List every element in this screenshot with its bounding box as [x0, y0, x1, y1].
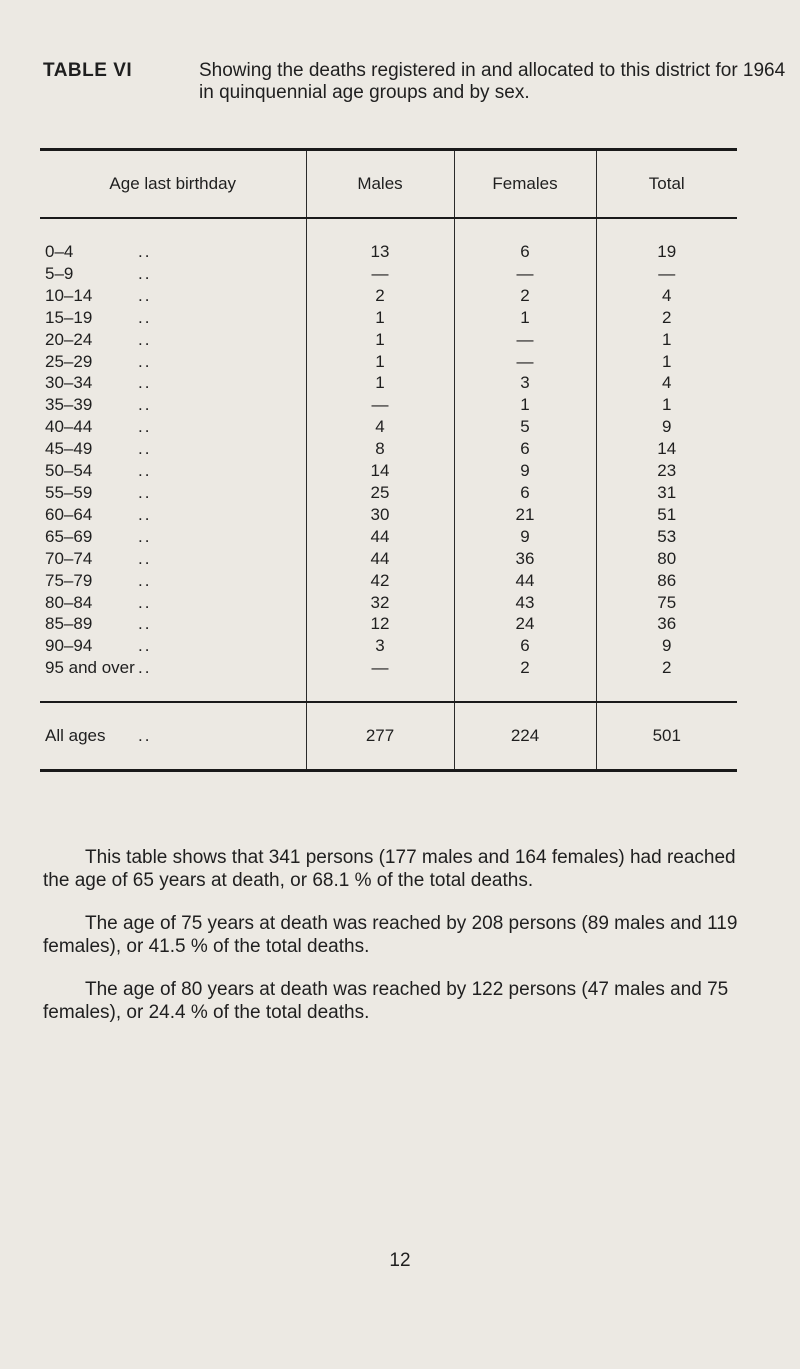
age-group-cell: [40, 416, 306, 438]
males-cell: 1: [306, 307, 454, 329]
leader-dots: ..: [138, 417, 152, 437]
header-females: Females: [454, 150, 596, 219]
total-cell: 2: [596, 657, 737, 702]
table-row: [40, 570, 737, 592]
header-total: Total: [596, 150, 737, 219]
total-row-label: [40, 702, 306, 771]
leader-dots: ..: [138, 439, 152, 459]
age-group-label: 5–9: [45, 263, 74, 283]
males-cell: 44: [306, 526, 454, 548]
leader-dots: ..: [138, 614, 152, 634]
table-row: [40, 416, 737, 438]
total-total: 501: [596, 702, 737, 771]
age-group-label: 90–94: [45, 636, 93, 656]
males-cell: —: [306, 657, 454, 702]
table-row: [40, 218, 737, 263]
age-group-label: 15–19: [45, 307, 93, 327]
age-group-cell: [40, 526, 306, 548]
total-cell: 53: [596, 526, 737, 548]
age-group-cell: [40, 460, 306, 482]
males-cell: 30: [306, 504, 454, 526]
males-cell: 1: [306, 329, 454, 351]
table-total-row: [40, 702, 737, 771]
header-age: Age last birthday: [40, 150, 306, 219]
age-group-label: 30–34: [45, 373, 93, 393]
age-group-cell: [40, 263, 306, 285]
age-group-cell: [40, 285, 306, 307]
females-cell: 5: [454, 416, 596, 438]
total-females: 224: [454, 702, 596, 771]
age-group-cell: [40, 504, 306, 526]
table-caption: Showing the deaths registered in and allocated to this district for 1964 in quinquennial age groups and by sex.: [199, 60, 786, 103]
females-cell: 3: [454, 372, 596, 394]
age-group-cell: [40, 613, 306, 635]
age-group-cell: [40, 657, 306, 702]
total-cell: 75: [596, 592, 737, 614]
males-cell: 14: [306, 460, 454, 482]
females-cell: 6: [454, 218, 596, 263]
age-group-cell: [40, 372, 306, 394]
total-cell: 19: [596, 218, 737, 263]
leader-dots: ..: [138, 482, 152, 502]
total-cell: 9: [596, 635, 737, 657]
males-cell: 4: [306, 416, 454, 438]
table-row: [40, 592, 737, 614]
females-cell: —: [454, 351, 596, 373]
note-paragraph: The age of 75 years at death was reached by 208 persons (89 males and 119 females), or 41.5 % of the total deaths.: [43, 913, 738, 957]
table-row: [40, 657, 737, 702]
females-cell: 9: [454, 460, 596, 482]
age-group-label: 75–79: [45, 570, 93, 590]
table-row: [40, 351, 737, 373]
leader-dots: ..: [138, 307, 152, 327]
males-cell: 32: [306, 592, 454, 614]
age-group-label: 70–74: [45, 548, 93, 568]
leader-dots: ..: [138, 570, 152, 590]
leader-dots: ..: [138, 395, 152, 415]
table-row: [40, 504, 737, 526]
age-group-label: 60–64: [45, 504, 93, 524]
total-cell: 23: [596, 460, 737, 482]
note-paragraph: The age of 80 years at death was reached by 122 persons (47 males and 75 females), or 24.4 % of the total deaths.: [43, 979, 729, 1023]
females-cell: 2: [454, 657, 596, 702]
age-group-label: 95 and over: [45, 658, 135, 678]
age-group-label: 0–4: [45, 242, 74, 261]
age-group-label: 85–89: [45, 614, 93, 634]
total-cell: 86: [596, 570, 737, 592]
age-group-cell: [40, 635, 306, 657]
total-cell: 36: [596, 613, 737, 635]
males-cell: 25: [306, 482, 454, 504]
males-cell: 44: [306, 548, 454, 570]
age-group-cell: [40, 394, 306, 416]
females-cell: 6: [454, 482, 596, 504]
males-cell: 1: [306, 372, 454, 394]
table-row: [40, 307, 737, 329]
table-row: [40, 526, 737, 548]
males-cell: 42: [306, 570, 454, 592]
header-males: Males: [306, 150, 454, 219]
females-cell: 9: [454, 526, 596, 548]
females-cell: 36: [454, 548, 596, 570]
females-cell: —: [454, 263, 596, 285]
total-cell: 4: [596, 285, 737, 307]
table-row: [40, 635, 737, 657]
total-males: 277: [306, 702, 454, 771]
leader-dots: ..: [138, 351, 152, 371]
table-header-row: [40, 150, 737, 219]
leader-dots: ..: [138, 373, 152, 393]
leader-dots: ..: [138, 636, 152, 656]
females-cell: 6: [454, 438, 596, 460]
females-cell: 44: [454, 570, 596, 592]
total-cell: 9: [596, 416, 737, 438]
age-group-cell: [40, 592, 306, 614]
total-cell: 4: [596, 372, 737, 394]
total-cell: 1: [596, 394, 737, 416]
note-paragraph: This table shows that 341 persons (177 males and 164 females) had reached the age of 65 years at death, or 68.1 % of the total deaths.: [43, 847, 736, 891]
table-row: [40, 548, 737, 570]
males-cell: 12: [306, 613, 454, 635]
total-cell: —: [596, 263, 737, 285]
leader-dots: ..: [138, 726, 152, 746]
age-group-label: 35–39: [45, 395, 93, 415]
age-group-label: 25–29: [45, 351, 93, 371]
males-cell: —: [306, 263, 454, 285]
table-label: TABLE VI: [43, 60, 133, 81]
table-row: [40, 613, 737, 635]
summary-notes: [43, 846, 763, 1044]
age-group-cell: [40, 329, 306, 351]
age-group-label: 20–24: [45, 329, 93, 349]
total-cell: 2: [596, 307, 737, 329]
females-cell: —: [454, 329, 596, 351]
total-cell: 14: [596, 438, 737, 460]
leader-dots: ..: [138, 592, 152, 612]
leader-dots: ..: [138, 526, 152, 546]
leader-dots: ..: [138, 329, 152, 349]
age-group-label: 45–49: [45, 439, 93, 459]
females-cell: 1: [454, 394, 596, 416]
females-cell: 21: [454, 504, 596, 526]
males-cell: —: [306, 394, 454, 416]
age-group-label: 10–14: [45, 285, 93, 305]
females-cell: 24: [454, 613, 596, 635]
females-cell: 1: [454, 307, 596, 329]
total-cell: 31: [596, 482, 737, 504]
age-group-label: 80–84: [45, 592, 93, 612]
table-row: [40, 329, 737, 351]
females-cell: 2: [454, 285, 596, 307]
age-group-cell: [40, 218, 306, 263]
age-group-cell: [40, 307, 306, 329]
age-group-cell: [40, 482, 306, 504]
table-row: [40, 372, 737, 394]
age-group-label: 50–54: [45, 461, 93, 481]
table-row: [40, 263, 737, 285]
leader-dots: ..: [138, 285, 152, 305]
age-group-cell: [40, 438, 306, 460]
table-row: [40, 482, 737, 504]
age-group-cell: [40, 548, 306, 570]
males-cell: 1: [306, 351, 454, 373]
females-cell: 43: [454, 592, 596, 614]
age-group-cell: [40, 570, 306, 592]
deaths-table: [40, 148, 737, 772]
leader-dots: ..: [138, 263, 152, 283]
total-row-label-text: All ages: [45, 726, 106, 746]
age-group-label: 55–59: [45, 482, 93, 502]
males-cell: 3: [306, 635, 454, 657]
leader-dots: ..: [138, 548, 152, 568]
total-cell: 51: [596, 504, 737, 526]
leader-dots: ..: [138, 658, 152, 678]
table-row: [40, 394, 737, 416]
table-row: [40, 285, 737, 307]
leader-dots: ..: [138, 504, 152, 524]
males-cell: 8: [306, 438, 454, 460]
table-row: [40, 460, 737, 482]
females-cell: 6: [454, 635, 596, 657]
males-cell: 2: [306, 285, 454, 307]
total-cell: 80: [596, 548, 737, 570]
age-group-label: 40–44: [45, 417, 93, 437]
page-number: 12: [389, 1250, 411, 1271]
age-group-cell: [40, 351, 306, 373]
age-group-label: 65–69: [45, 526, 93, 546]
leader-dots: ..: [138, 242, 152, 261]
total-cell: 1: [596, 329, 737, 351]
leader-dots: ..: [138, 461, 152, 481]
males-cell: 13: [306, 218, 454, 263]
total-cell: 1: [596, 351, 737, 373]
table-row: [40, 438, 737, 460]
